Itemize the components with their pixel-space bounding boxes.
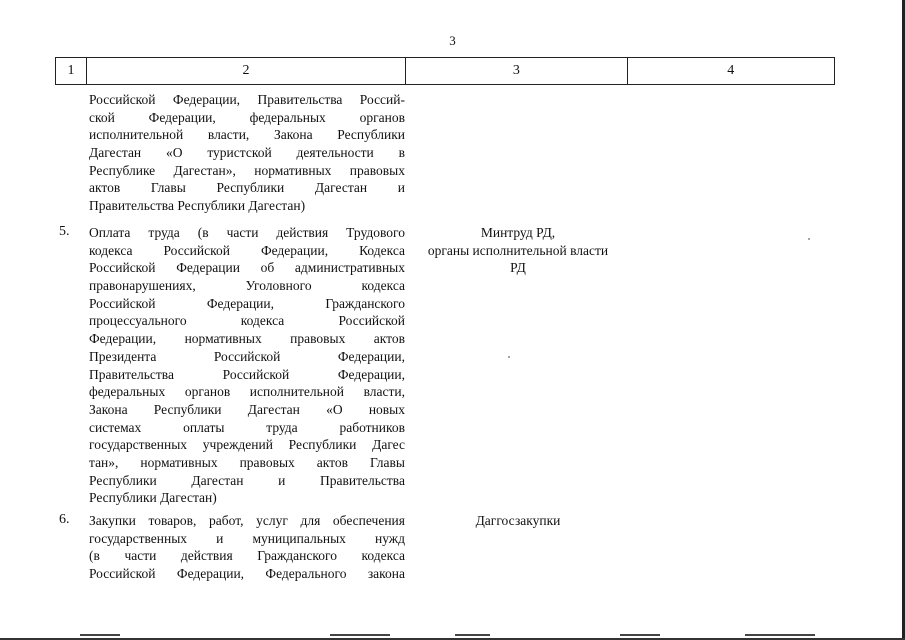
- scan-speck: [508, 356, 510, 358]
- text-line: Президента Российской Федерации,: [89, 348, 405, 364]
- executor-line: РД: [510, 260, 526, 276]
- scan-speck: [808, 238, 810, 240]
- executor-line: Минтруд РД,: [480, 225, 556, 240]
- column-header-2: 2: [87, 58, 406, 84]
- text-line: Республики Дагестан): [89, 490, 217, 506]
- row-number-6: 6.: [59, 512, 70, 527]
- executor-line: органы исполнительной власти: [427, 242, 609, 258]
- text-line: Российской Федерации, Гражданского: [89, 295, 405, 311]
- text-line: тан», нормативных правовых актов Главы: [89, 454, 405, 470]
- text-line: кодекса Российской Федерации, Кодекса: [89, 242, 405, 258]
- text-line: правонарушениях, Уголовного кодекса: [89, 278, 405, 294]
- text-line: Закупки товаров, работ, услуг для обеспечения: [89, 513, 405, 528]
- row-5-description: [89, 224, 405, 507]
- scan-artifact: [80, 634, 120, 636]
- text-line: Закона Республики Дагестан «О новых: [89, 401, 405, 417]
- text-line: (в части действия Гражданского кодекса: [89, 548, 405, 564]
- table-header-row: [55, 57, 835, 85]
- scan-artifact: [330, 634, 390, 636]
- column-header-3: 3: [406, 58, 627, 84]
- continuation-text: [89, 91, 405, 215]
- text-line: государственных и муниципальных нужд: [89, 530, 405, 546]
- text-line: федеральных органов исполнительной власти,: [89, 384, 405, 400]
- row-6-description: [89, 512, 405, 583]
- text-line: актов Главы Республики Дагестан и: [89, 180, 405, 196]
- text-line: Российской Федерации об административных: [89, 260, 405, 276]
- text-line: Правительства Российской Федерации,: [89, 366, 405, 382]
- column-header-1: 1: [56, 58, 87, 84]
- scan-artifact: [455, 634, 490, 636]
- text-line: ской Федерации, федеральных органов: [89, 109, 405, 125]
- text-line: Республики Дагестан и Правительства: [89, 472, 405, 488]
- row-5-executor: [407, 224, 629, 277]
- row-number-5: 5.: [59, 224, 70, 239]
- text-line: государственных учреждений Республики Дагес: [89, 437, 405, 453]
- text-line: процессуального кодекса Российской: [89, 313, 405, 329]
- page-number: 3: [449, 33, 456, 48]
- text-line: Республике Дагестан», нормативных правовых: [89, 162, 405, 178]
- scan-artifact: [620, 634, 660, 636]
- text-line: Дагестан «О туристской деятельности в: [89, 145, 405, 161]
- text-line: Российской Федерации, Федерального закона: [89, 566, 405, 582]
- text-line: Федерации, нормативных правовых актов: [89, 331, 405, 347]
- text-line: системах оплаты труда работников: [89, 419, 405, 435]
- executor-line: Даггосзакупки: [475, 513, 561, 528]
- text-line: Российской Федерации, Правительства Россий-: [89, 92, 405, 107]
- text-line: Правительства Республики Дагестан): [89, 198, 306, 214]
- scan-artifact: [745, 634, 815, 636]
- row-6-executor: [407, 512, 629, 530]
- column-header-4: 4: [727, 63, 735, 78]
- text-line: Оплата труда (в части действия Трудового: [89, 225, 405, 240]
- text-line: исполнительной власти, Закона Республики: [89, 127, 405, 143]
